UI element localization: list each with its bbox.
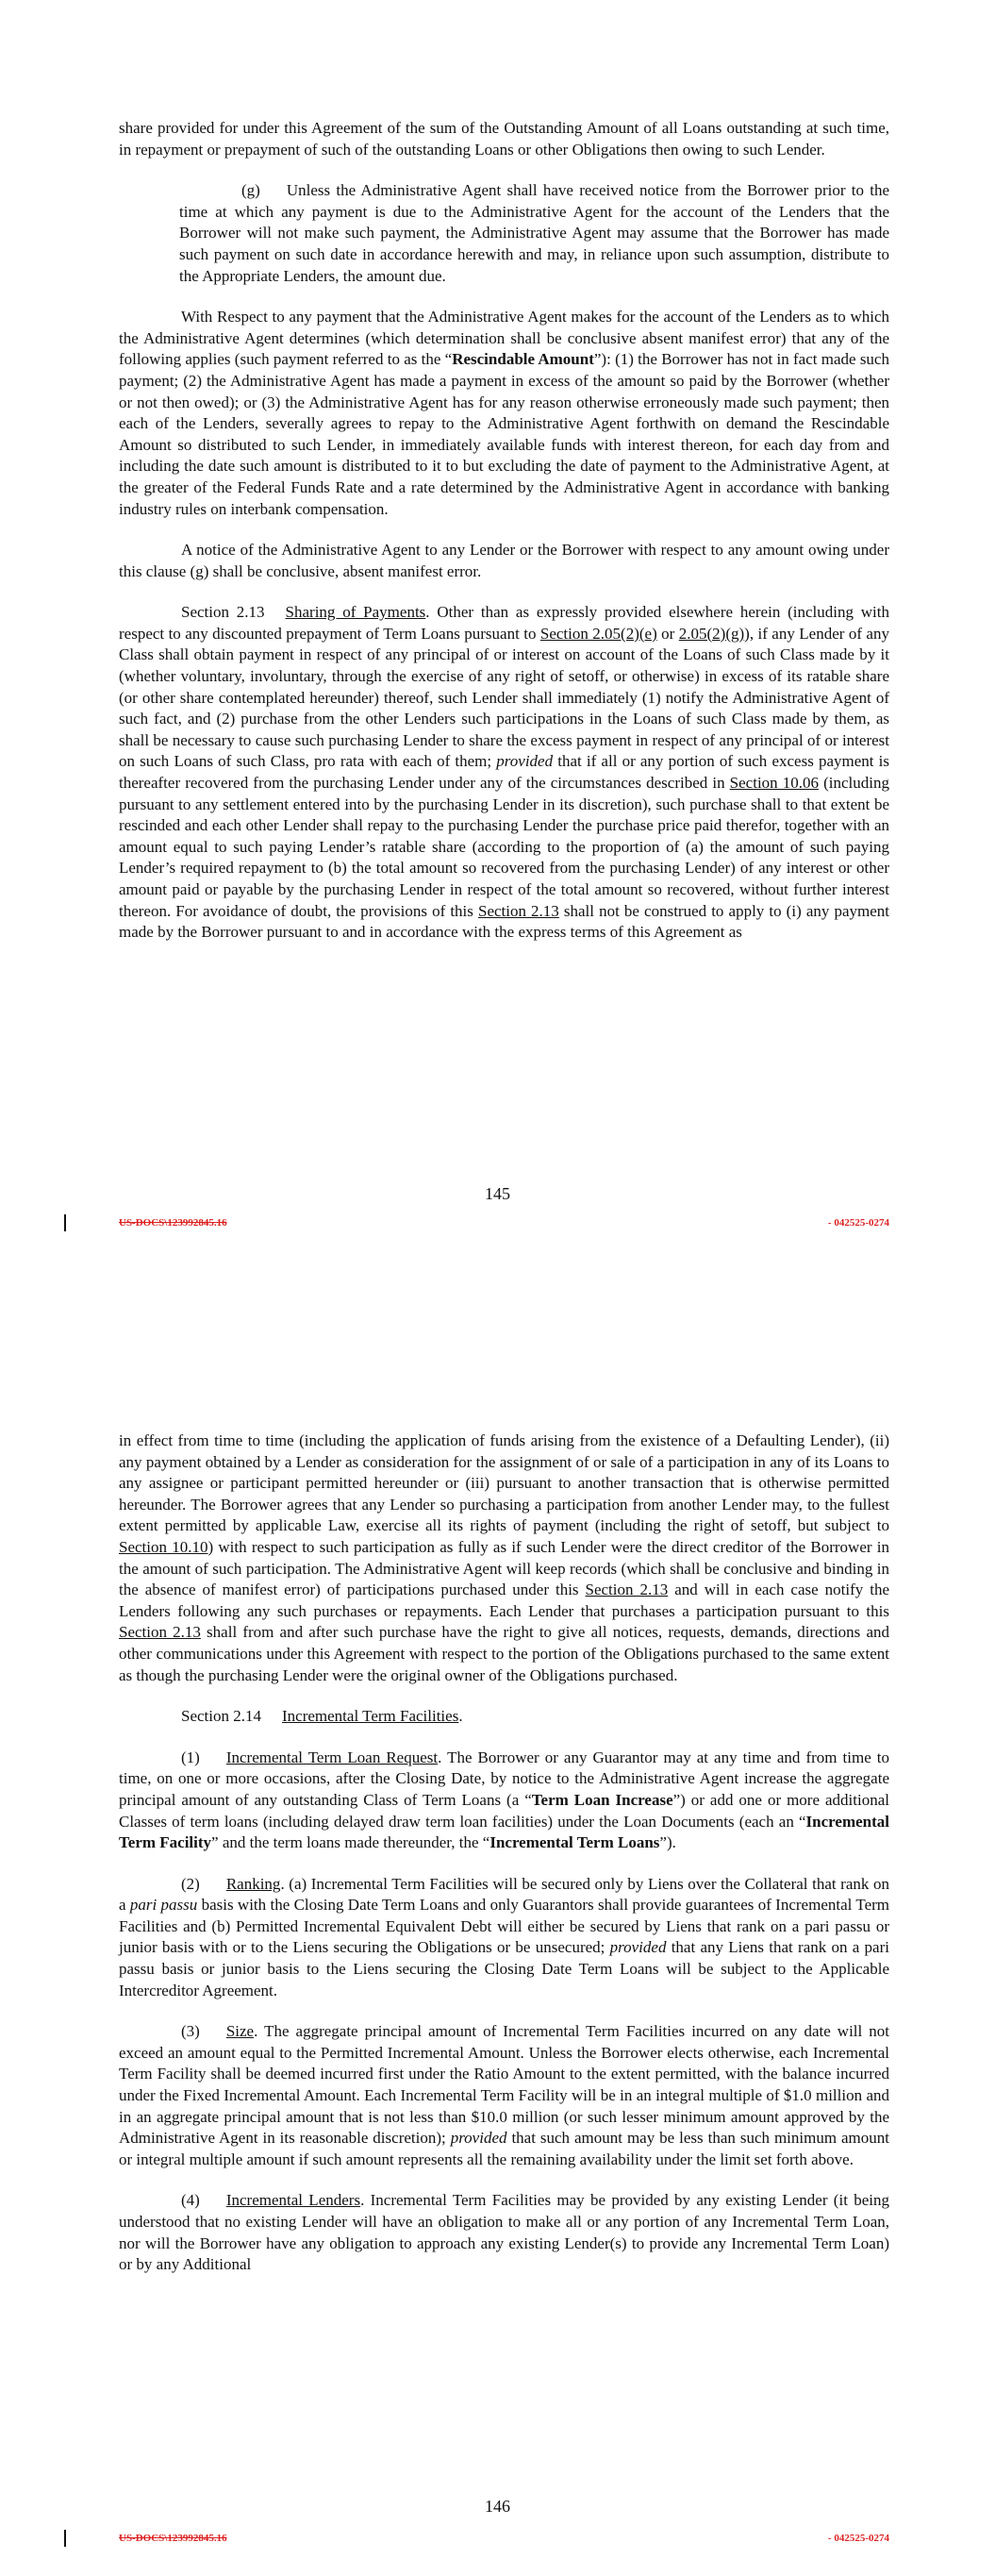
cross-reference-link[interactable]: Section 2.05(2)(e) bbox=[539, 624, 657, 643]
change-bar bbox=[64, 1214, 66, 1231]
text-run: and will in each case notify the Lenders following any such purchases or repayments. Each Lender that purchases a participation pursuant to this bbox=[119, 1581, 889, 1620]
italic-provided: provided bbox=[450, 2129, 507, 2148]
italic-provided: provided bbox=[609, 1938, 667, 1957]
clause-text: Unless the Administrative Agent shall have received notice from the Borrower prior to the time at which any payment is due to the Administrative Agent for the account of the Lenders that the Borrower will not make such payment, the Administrative Agent may assume that the Borrower has made such payment on such date in accordance herewith and may, in reliance upon such assumption, distribute to the Appropriate Lenders, the amount due. bbox=[179, 181, 889, 285]
change-bar bbox=[64, 2530, 66, 2547]
footer-matter-number: - 042525-0274 bbox=[827, 2533, 889, 2544]
text-run: ”): (1) the Borrower has not in fact made such payment; (2) the Administrative Agent has made a payment in excess of the amount so paid by the Borrower (whether or not then owed); or (3) the Administrative Agent has for any reason otherwise erroneously made such payment; then each of the Lenders, severally agrees to repay to the Administrative Agent forthwith on demand the Rescindable Amount so distributed to such Lender, in immediately available funds with interest thereon, for each day from and including the date such amount is distributed to it to but excluding the date of payment to the Administrative Agent, at the greater of the Federal Funds Rate and a rate determined by the Administrative Agent in accordance with banking industry rules on interbank compensation. bbox=[119, 350, 889, 518]
clause-2-ranking bbox=[119, 1874, 889, 2002]
clause-label: (1) bbox=[181, 1748, 200, 1766]
page-number: 145 bbox=[485, 1184, 510, 1203]
text-run: . The aggregate principal amount of Incremental Term Facilities incurred on any date will not exceed an amount equal to the Permitted Incremental Amount. Unless the Borrower elects otherwise, each Incremental Term Facility shall be deemed incurred first under the Ratio Amount to the extent permitted, with the balance incurred under the Fixed Incremental Amount. Each Incremental Term Facility will be in an integral multiple of $1.0 million and in an aggregate principal amount that is not less than $10.0 million (or such lesser minimum amount approved by the Administrative Agent in its reasonable discretion); bbox=[119, 2022, 889, 2148]
page-number: 146 bbox=[485, 2497, 510, 2516]
paragraph-notice: A notice of the Administrative Agent to any Lender or the Borrower with respect to any amount owing under this clause (g) shall be conclusive, absent manifest error. bbox=[119, 541, 889, 580]
paragraph-rescindable-amount bbox=[119, 307, 889, 520]
cross-reference-link[interactable]: Section 2.13 bbox=[119, 1623, 201, 1642]
paragraph-continuation: share provided for under this Agreement of the sum of the Outstanding Amount of all Loans outstanding at such time, in repayment or prepayment of such of the outstanding Loans or other Obligations then owing to such Lender. bbox=[119, 119, 889, 159]
text-run: . Other than as expressly provided elsewhere herein (including with respect to any discounted prepayment of Term Loans pursuant to bbox=[119, 603, 890, 643]
text-run: that any Liens that rank on a pari passu basis or junior basis to the Liens securing the Closing Date Term Loans will be subject to the Applicable Intercreditor Agreement. bbox=[119, 1938, 889, 1999]
text-run: or bbox=[656, 624, 679, 643]
text-run: ”). bbox=[659, 1833, 676, 1852]
clause-4-incremental-lenders bbox=[119, 2190, 889, 2275]
clause-title: Incremental Term Loan Request bbox=[225, 1748, 439, 1766]
text-run: shall from and after such purchase have the right to give all notices, requests, demands, directions and other communications under this Agreement with respect to the portion of the Obligations purchased to the same extent as though the purchasing Lender were the original owner of the Obligations purchased. bbox=[119, 1623, 889, 1684]
text-run: . (a) Incremental Term Facilities will be secured only by Liens over the Collateral that rank on a bbox=[119, 1874, 889, 1915]
clause-label: (3) bbox=[181, 2022, 200, 2041]
page-146 bbox=[0, 1312, 995, 2576]
text-run: . bbox=[458, 1707, 463, 1726]
text-run: (including pursuant to any settlement entered into by the purchasing Lender in its discretion), such purchase shall to that extent be rescinded and each other Lender shall repay to the purchasing Lender the purchase price paid therefor, together with an amount equal to such paying Lender’s ratable share (according to the proportion of (a) the amount of such paying Lender’s required repayment to (b) the total amount so recovered from the purchasing Lender) of any interest or other amount paid or payable by the purchasing Lender in respect of the total amount so recovered, without further interest thereon. For avoidance of doubt, the provisions of this bbox=[119, 774, 889, 920]
text-run: ) with respect to such participation as fully as if such Lender were the direct creditor of the Borrower in the amount of such participation. The Administrative Agent will keep records (which shall be conclusive and binding in the absence of manifest error) of participations purchased under this bbox=[119, 1537, 889, 1599]
defined-term-rescindable-amount: Rescindable Amount bbox=[452, 350, 594, 369]
text-run: that such amount may be less than such minimum amount or integral multiple amount if such amount represents all the remaining availability under the limit set forth above. bbox=[119, 2129, 889, 2168]
clause-label: (4) bbox=[181, 2191, 200, 2210]
text-run: ”) or add one or more additional Classes of term loans (including delayed draw term loan facilities) under the Loan Documents (each an “ bbox=[119, 1790, 889, 1831]
italic-provided: provided bbox=[496, 752, 554, 771]
footer-doc-id: US-DOCS\123992845.16 bbox=[119, 2533, 227, 2544]
defined-term-term-loan-increase: Term Loan Increase bbox=[531, 1790, 673, 1809]
defined-term-incremental-term-facility: Incremental Term Facility bbox=[119, 1812, 889, 1852]
footer-matter-number: - 042525-0274 bbox=[827, 1217, 889, 1229]
text-run: . Incremental Term Facilities may be provided by any existing Lender (it being understood that no existing Lender will have an obligation to make all or any portion of any Incremental Term Loan, nor will the Borrower have any obligation to approach any existing Lender(s) to provide any Incremental Term Loan) or by any Additional bbox=[119, 2191, 889, 2274]
page-145-body bbox=[119, 118, 889, 944]
cross-reference-link[interactable]: Section 10.06 bbox=[729, 774, 820, 793]
section-label: Section 2.13 bbox=[181, 603, 265, 622]
clause-1-incremental-term-loan-request bbox=[119, 1748, 889, 1854]
italic-pari-passu: pari passu bbox=[129, 1896, 198, 1915]
defined-term-incremental-term-loans: Incremental Term Loans bbox=[489, 1833, 660, 1852]
paragraph-continuation bbox=[119, 1430, 889, 1686]
section-label: Section 2.14 bbox=[181, 1707, 261, 1726]
text-run: With Respect to any payment that the Administrative Agent makes for the account of the Lenders as to which the Administrative Agent determines (which determination shall be conclusive absent manifest error) that any of the following applies (such payment referred to as the “ bbox=[119, 308, 889, 369]
text-run: that if all or any portion of such excess payment is thereafter recovered from the purchasing Lender under any of the circumstances described in bbox=[119, 752, 890, 793]
clause-label: (g) bbox=[241, 181, 260, 200]
cross-reference-link[interactable]: Section 2.13 bbox=[477, 901, 559, 920]
page-146-body bbox=[119, 1430, 889, 2276]
text-run: shall not be construed to apply to (i) any payment made by the Borrower pursuant to and in accordance with the express terms of this Agreement as bbox=[119, 901, 889, 942]
text-run: . The Borrower or any Guarantor may at any time and from time to time, on one or more occasions, after the Closing Date, by notice to the Administrative Agent increase the aggregate principal amount of any outstanding Class of Term Loans (a “ bbox=[119, 1748, 889, 1809]
text-run: basis with the Closing Date Term Loans and only Guarantors shall provide guarantees of Incremental Term Facilities and (b) Permitted Incremental Equivalent Debt will either be secured by Liens that rank on a pari passu or junior basis with or to the Liens securing the Obligations or be unsecured; bbox=[119, 1896, 889, 1957]
clause-label: (2) bbox=[181, 1874, 200, 1893]
section-title-sharing-of-payments: Sharing of Payments bbox=[285, 603, 426, 622]
clause-title: Incremental Lenders bbox=[225, 2191, 361, 2210]
cross-reference-link[interactable]: 2.05(2)(g) bbox=[678, 624, 745, 643]
text-run: ), if any Lender of any Class shall obtain payment in respect of any principal of or interest on account of the Loans of such Class made by it (whether voluntary, involuntary, through the exercise of any right of setoff, or otherwise) in excess of its ratable share (or other share contemplated hereunder) thereof, such Lender shall immediately (1) notify the Administrative Agent of such fact, and (2) purchase from the other Lenders such participations in the Loans of such Class made by them, as shall be necessary to cause such purchasing Lender to share the excess payment in respect of any principal of or interest on such Loans of such Class, pro rata with each of them; bbox=[119, 624, 889, 771]
clause-title: Size bbox=[225, 2022, 255, 2041]
text-run: in effect from time to time (including the application of funds arising from the existence of a Defaulting Lender), (ii) any payment obtained by a Lender as consideration for the assignment of or sale of a participation in any of its Loans to any assignee or participant permitted hereunder or (iii) pursuant to another transaction that is otherwise permitted hereunder. The Borrower agrees that any Lender so purchasing a participation from another Lender may, to the fullest extent permitted by applicable Law, exercise all its rights of payment (including the right of setoff, but subject to bbox=[119, 1431, 889, 1535]
text-run: ” and the term loans made thereunder, the “ bbox=[211, 1833, 490, 1852]
paragraph-clause-g bbox=[119, 180, 889, 287]
cross-reference-link[interactable]: Section 2.13 bbox=[585, 1581, 669, 1599]
cross-reference-link[interactable]: Section 10.10 bbox=[119, 1537, 208, 1556]
clause-3-size bbox=[119, 2021, 889, 2170]
section-2-13 bbox=[119, 602, 889, 944]
section-2-14-heading bbox=[119, 1706, 889, 1728]
footer-doc-id: US-DOCS\123992845.16 bbox=[119, 1217, 227, 1229]
section-title-incremental-term-facilities: Incremental Term Facilities bbox=[282, 1707, 459, 1726]
clause-title: Ranking bbox=[225, 1874, 281, 1893]
